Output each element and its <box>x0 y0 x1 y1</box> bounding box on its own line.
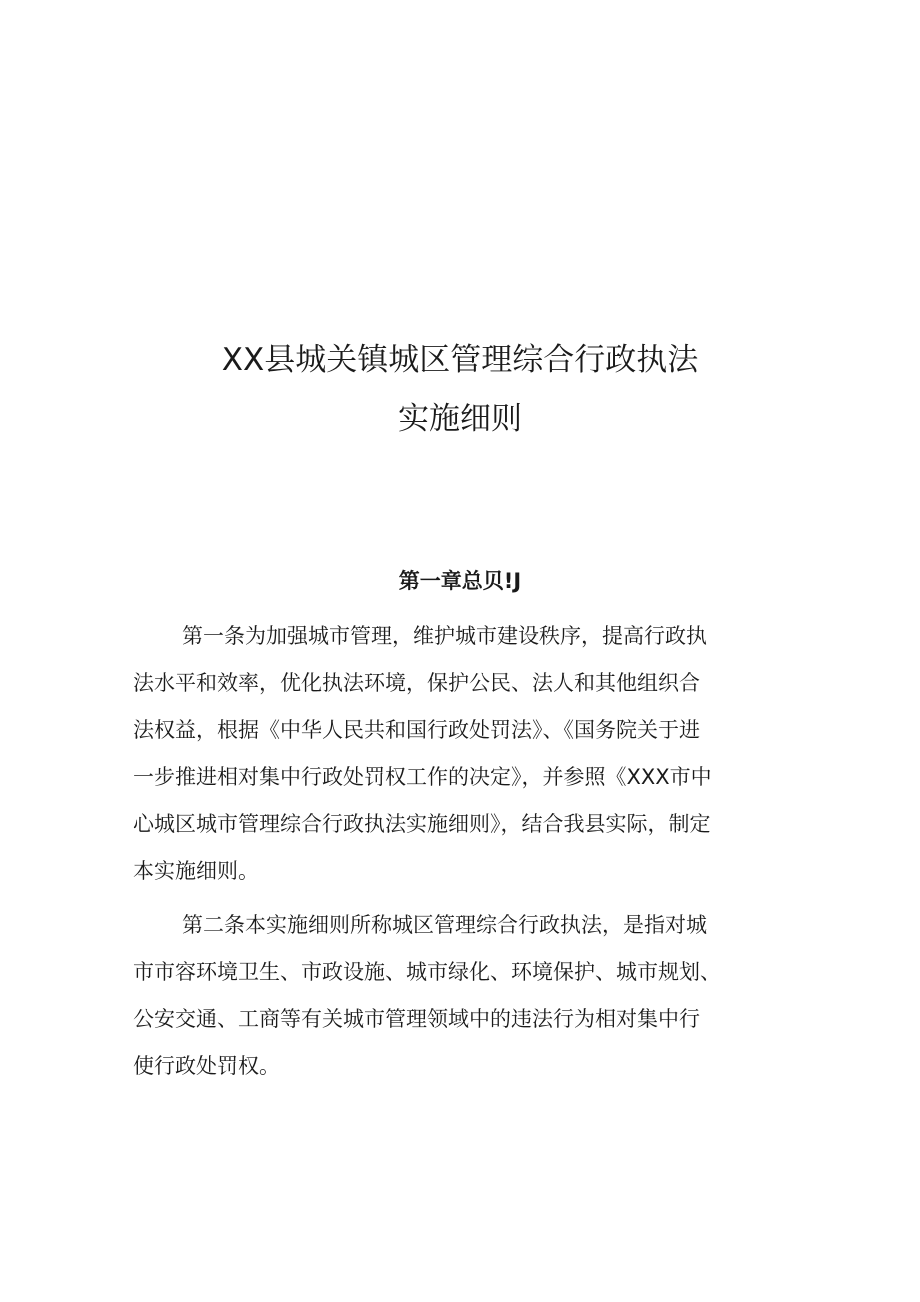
article-1-line-5: 心城区城市管理综合行政执法实施细则》，结合我县实际，制定 <box>133 812 711 836</box>
article-1-line-1: 第一条为加强城市管理，维护城市建设秩序，提高行政执 <box>182 624 707 648</box>
chapter-heading: 第一章总贝!J <box>398 569 522 593</box>
article-2-line-1: 第二条本实施细则所称城区管理综合行政执法，是指对城 <box>182 913 707 937</box>
article-1-line-3: 法权益，根据《中华人民共和国行政处罚法》、《国务院关于进 <box>133 718 700 742</box>
article-1-paragraph <box>133 613 743 895</box>
document-title-line-2: 实施细则 <box>398 401 522 437</box>
article-2-line-4: 使行政处罚权。 <box>133 1054 280 1078</box>
article-2-line-2: 市市容环境卫生、市政设施、城市绿化、环境保护、城市规划、 <box>133 960 721 984</box>
document-title-line-1: XX县城关镇城区管理综合行政执法 <box>221 342 699 378</box>
article-1-line-6: 本实施细则。 <box>133 859 259 883</box>
article-1-line-4: 一步推进相对集中行政处罚权工作的决定》，并参照《XXX市中 <box>133 765 712 789</box>
article-2-line-3: 公安交通、工商等有关城市管理领域中的违法行为相对集中行 <box>133 1007 700 1031</box>
article-1-line-2: 法水平和效率，优化执法环境，保护公民、法人和其他组织合 <box>133 671 700 695</box>
article-2-paragraph <box>133 902 743 1090</box>
